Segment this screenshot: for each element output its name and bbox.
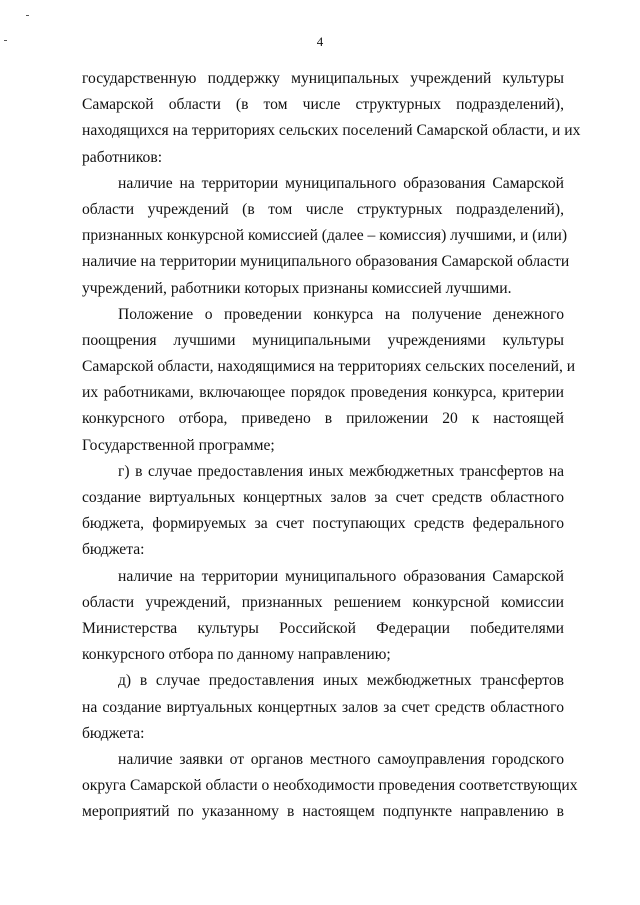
text-line: создание виртуальных концертных залов за счет средств областного (82, 489, 564, 506)
text-line: наличие на территории муниципального образования Самарской (118, 567, 564, 585)
text-line: Государственной программе; (82, 436, 275, 454)
paragraph (82, 66, 581, 171)
text-line: области учреждений (в том числе структурных подразделений), (82, 200, 564, 218)
text-line: округа Самарской области о необходимости проведения соответствующих (82, 777, 578, 795)
text-line: поощрения лучшими муниципальными учреждениями культуры (82, 331, 564, 349)
text-line: наличие на территории муниципального образования Самарской (118, 174, 564, 192)
paragraph (82, 564, 564, 669)
text-line: на создание виртуальных концертных залов за счет средств областного (82, 698, 564, 716)
text-line: бюджета: (82, 724, 145, 742)
text-line: наличие заявки от органов местного самоуправления городского (118, 750, 564, 768)
paragraph (82, 668, 564, 747)
text-line: Самарской области (в том числе структурных подразделений), (82, 96, 564, 114)
paragraph (82, 459, 564, 564)
text-line: бюджета: (82, 541, 145, 559)
paragraph (82, 302, 576, 459)
text-line: государственную поддержку муниципальных учреждений культуры (82, 70, 564, 87)
text-line: находящихся на территориях сельских поселений Самарской области, и их (82, 122, 581, 140)
text-line: признанных конкурсной комиссией (далее – комиссия) лучшими, и (или) (82, 227, 568, 245)
scan-speck (26, 15, 29, 16)
text-line: мероприятий по указанному в настоящем подпункте направлению в (82, 803, 564, 821)
text-line: учреждений, работники которых признаны комиссией лучшими. (82, 279, 512, 297)
text-line: г) в случае предоставления иных межбюджетных трансфертов на (118, 462, 564, 480)
text-line: конкурсного отбора по данному направлению; (82, 646, 391, 664)
text-line: наличие на территории муниципального образования Самарской области (82, 253, 570, 271)
paragraph (82, 171, 570, 302)
paragraph (82, 747, 578, 826)
text-line: работников: (82, 148, 163, 166)
text-line: области учреждений, признанных решением конкурсной комиссии (82, 593, 564, 611)
text-line: конкурсного отбора, приведено в приложении 20 к настоящей (82, 410, 564, 428)
text-line: Министерства культуры Российской Федерации победителями (82, 619, 564, 637)
text-line: Самарской области, находящимися на территориях сельских поселений, и (82, 358, 576, 376)
page-number: 4 (316, 34, 324, 49)
text-line: их работниками, включающее порядок проведения конкурса, критерии (82, 384, 564, 402)
text-line: д) в случае предоставления иных межбюджетных трансфертов (118, 672, 564, 690)
document-body (82, 66, 581, 825)
text-line: Положение о проведении конкурса на получение денежного (118, 305, 564, 323)
text-line: бюджета, формируемых за счет поступающих средств федерального (82, 515, 564, 533)
